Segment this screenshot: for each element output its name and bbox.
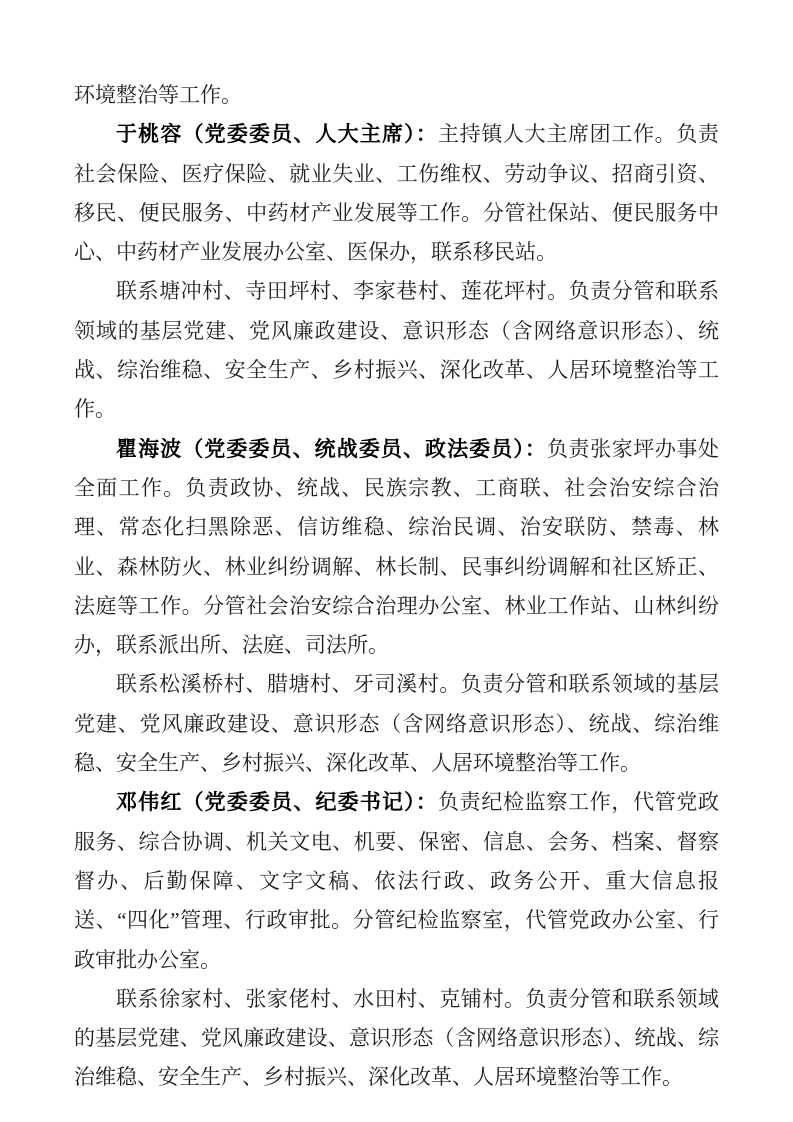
paragraph xyxy=(74,430,719,666)
paragraph-text: 负责张家坪办事处全面工作。负责政协、统战、民族宗教、工商联、社会治安综合治理、常态化扫黑除恶、信访维稳、综治民调、治安联防、禁毒、林业、森林防火、林业纠纷调解、林长制、民事纠纷调解和社区矫正、法庭等工作。分管社会治安综合治理办公室、林业工作站、山林纠纷办，联系派出所、法庭、司法所。 xyxy=(74,436,720,658)
paragraph-text: 联系徐家村、张家佬村、水田村、克铺村。负责分管和联系领域的基层党建、党风廉政建设、意识形态（含网络意识形态）、统战、综治维稳、安全生产、乡村振兴、深化改革、人居环境整治等工作。 xyxy=(74,986,719,1090)
paragraph-text: 联系松溪桥村、腊塘村、牙司溪村。负责分管和联系领域的基层党建、党风廉政建设、意识形态（含网络意识形态）、统战、综治维稳、安全生产、乡村振兴、深化改革、人居环境整治等工作。 xyxy=(74,672,719,776)
paragraph xyxy=(74,272,719,429)
paragraph xyxy=(74,115,719,272)
paragraph-text: 主持镇人大主席团工作。负责社会保险、医疗保险、就业失业、工伤维权、劳动争议、招商引资、移民、便民服务、中药材产业发展等工作。分管社保站、便民服务中心、中药材产业发展办公室、医保办，联系移民站。 xyxy=(74,122,719,265)
paragraph-text: 环境整治等工作。 xyxy=(74,83,242,107)
official-name-title: 瞿海波（党委委员、统战委员、政法委员）： xyxy=(116,436,547,461)
official-name-title: 于桃容（党委委员、人大主席）： xyxy=(116,122,438,147)
paragraph-text: 负责纪检监察工作，代管党政服务、综合协调、机关文电、机要、保密、信息、会务、档案、督察督办、后勤保障、文字文稿、依法行政、政务公开、重大信息报送、“四化”管理、行政审批。分管纪检监察室，代管党政办公室、行政审批办公室。 xyxy=(74,790,719,972)
document-text-block xyxy=(74,76,719,1098)
paragraph xyxy=(74,783,719,979)
paragraph xyxy=(74,980,719,1098)
official-name-title: 邓伟红（党委委员、纪委书记）： xyxy=(116,790,438,815)
paragraph-text: 联系塘冲村、寺田坪村、李家巷村、莲花坪村。负责分管和联系领域的基层党建、党风廉政建设、意识形态（含网络意识形态）、统战、综治维稳、安全生产、乡村振兴、深化改革、人居环境整治等工作。 xyxy=(74,279,719,422)
paragraph xyxy=(74,665,719,783)
paragraph xyxy=(74,76,719,115)
